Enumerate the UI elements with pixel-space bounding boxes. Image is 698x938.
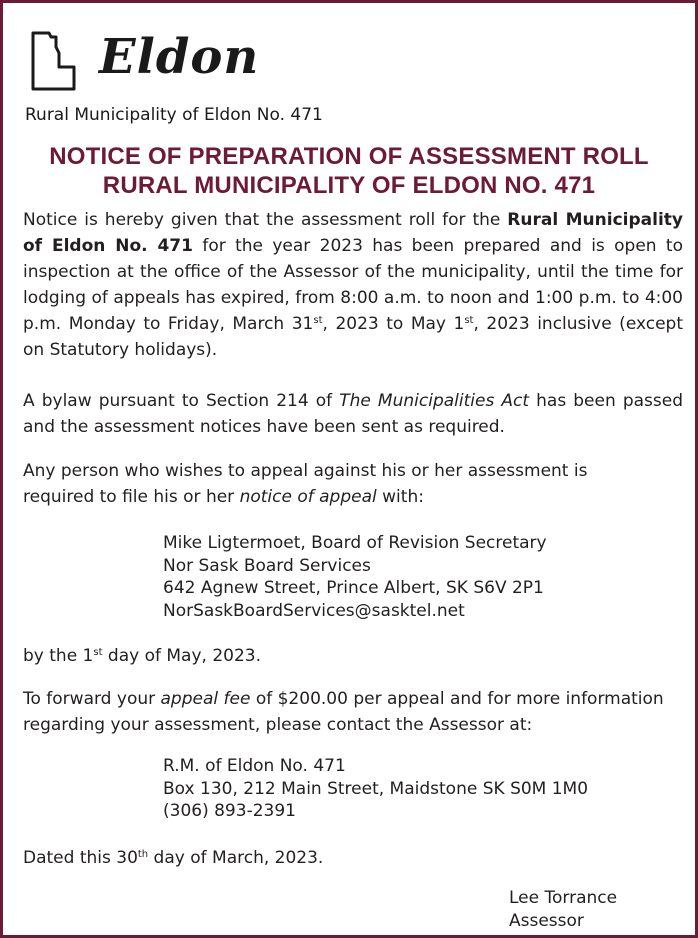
assessor-contact-block [163,755,588,823]
municipality-name: Rural Municipality of Eldon No. 471 [23,210,683,256]
appeal-fee-term: appeal fee [160,689,251,709]
notice-title: NOTICE OF PREPARATION OF ASSESSMENT ROLL [49,143,649,170]
contact-name: Mike Ligtermoet, Board of Revision Secretary [163,533,547,553]
assessor-address: Box 130, 212 Main Street, Maidstone SK S0M 1M0 [163,778,589,799]
contact-email: NorSaskBoardServices@sasktel.net [163,600,465,621]
appeal-paragraph: Any person who wishes to appeal against his or her assessment is required to file his or her notice of appeal with: [23,461,588,507]
signature-name: Lee Torrance [509,888,618,908]
logo-wordmark: Eldon [99,29,260,85]
intro-paragraph: Notice is hereby given that the assessment roll for the Rural Municipality of Eldon No. 471 for the year 2023 has been prepared and is open to inspection at the office of the Assessor of the municipality, until the time for lodging of appeals has expired, from 8:00 a.m. to noon and 1:00 p.m. to 4:00 p.m. Monday to Friday, March 31st, 2023 to May 1st, 2023 inclusive (except on Statutory holidays). [23,210,684,360]
municipality-subtitle: Rural Municipality of Eldon No. 471 [25,105,323,125]
notice-subtitle: RURAL MUNICIPALITY OF ELDON NO. 471 [102,172,596,199]
bylaw-paragraph: A bylaw pursuant to Section 214 of The Municipalities Act has been passed and the assessment notices have been sent as required. [23,391,684,437]
fee-paragraph: To forward your appeal fee of $200.00 per appeal and for more information regarding your assessment, please contact the Assessor at: [23,689,664,735]
contact-address: 642 Agnew Street, Prince Albert, SK S6V 2P1 [163,578,544,598]
notice-of-appeal-term: notice of appeal [239,487,377,507]
contact-organization: Nor Sask Board Services [163,555,371,576]
appeal-contact-block [163,532,547,622]
signature-title: Assessor [509,911,584,931]
act-name: The Municipalities Act [339,391,530,411]
municipality-map-icon [25,27,85,93]
assessor-office: R.M. of Eldon No. 471 [163,756,346,776]
signature-block [509,887,617,933]
deadline-paragraph: by the 1st day of May, 2023. [23,646,262,666]
dated-paragraph: Dated this 30th day of March, 2023. [23,848,324,868]
assessor-phone: (306) 893-2391 [163,801,296,821]
